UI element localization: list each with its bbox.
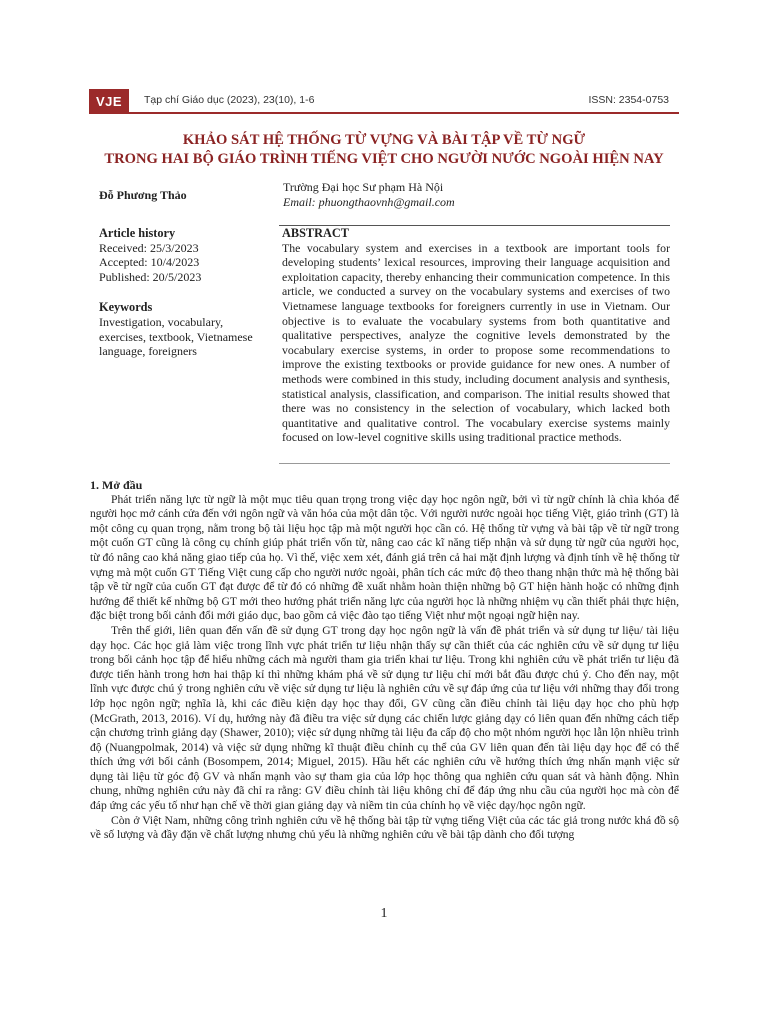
body-paragraph-1: Phát triển năng lực từ ngữ là một mục tiêu quan trọng trong việc dạy học ngôn ngữ, bởi vì từ ngữ chính là chìa khóa để người học mở cánh cửa đến với ngôn ngữ và văn hóa của một dân tộc. Với người nước ngoài học tiếng Việt, giáo trình (GT) là một công cụ quan trọng, nằm trong bộ tài liệu học tập mà một người học cần có. Hệ thống từ vựng và bài tập về từ ngữ trong một cuốn GT cũng là công cụ chính giúp phát triển vốn từ, nâng cao các kĩ năng tiếp nhận và sử dụng từ ngữ của người học, từ đó nâng cao khả năng giao tiếp của họ. Vì thế, việc xem xét, đánh giá trên cả hai mặt định lượng và định tính về hệ thống từ vựng mà một cuốn GT Tiếng Việt cung cấp cho người nước ngoài, phân tích các mức độ theo thang nhận thức mà hệ thống bài tập về từ ngữ của cuốn GT đạt được để từ đó có những đề xuất nhằm hoàn thiện những bộ GT hiện hành hoặc có những định hướng để thiết kế những bộ GT mới theo hướng phát triển năng lực của người học là những nhiệm vụ cần thiết phải thực hiện, đặc biệt trong bối cảnh đổi mới giáo dục, bao gồm cả việc đào tạo tiếng Việt như một ngoại ngữ hiện nay. (90, 492, 679, 623)
journal-logo: VJE (89, 89, 129, 113)
author-affiliation-block (283, 180, 455, 210)
section-heading: 1. Mở đầu (90, 478, 143, 492)
published-date: Published: 20/5/2023 (99, 269, 202, 284)
article-info-sidebar (99, 226, 269, 359)
body-paragraph-2: Trên thế giới, liên quan đến vấn đề sử dụng GT trong dạy học ngôn ngữ là vấn đề phát triển và sử dụng tư liệu/ tài liệu dạy học. Các học giả làm việc trong lĩnh vực phát triển tư liệu nhận thấy sự cần thiết của các nghiên cứu về sử dụng tư liệu trong bối cảnh học tập để hiểu những cách mà người tham gia triển khai tư liệu. Trong khi nghiên cứu về phát triển tư liệu đã được tiến hành trong hơn hai thập kỉ thì những khám phá về sử dụng tư liệu chỉ mới bắt đầu được chú ý. Cho đến nay, một lĩnh vực được chú ý trong nghiên cứu về việc sử dụng tư liệu là nghiên cứu về sự đáp ứng của tư liệu với những thay đổi trong lớp học ngôn ngữ; nghĩa là, khi các điều kiện dạy học thay đổi, GV cũng cần điều chỉnh tài liệu dạy học cho phù hợp (McGrath, 2013, 2016). Ví dụ, hướng này đã điều tra việc sử dụng các chiến lược giảng dạy có liên quan đến những cách tiếp cận chương trình giảng dạy (Shawer, 2010); việc sử dụng những tài liệu đa cấp độ cho một nhóm người học lẫn lộn nhiều trình độ (Nuangpolmak, 2014) và việc sử dụng những kĩ thuật điều chỉnh cụ thể của GV liên quan đến tài liệu dạy học để có thể thích ứng với bối cảnh (Bosompem, 2014; Miguel, 2015). Hầu hết các nghiên cứu về hướng thích ứng nhấn mạnh việc sử dụng tài liệu từ góc độ GV và nhấn mạnh vào sự tham gia của lớp học thông qua nghiên cứu quan sát và hành động. Nhìn chung, những nghiên cứu này đã chỉ ra rằng: GV điều chỉnh tài liệu không chỉ để đáp ứng nhu cầu của người học mà còn để đáp ứng các yếu tố như hạn chế về thời gian giảng dạy và niềm tin của chính họ về việc dạy/học ngôn ngữ. (90, 623, 679, 813)
title-line-2: TRONG HAI BỘ GIÁO TRÌNH TIẾNG VIỆT CHO NGƯỜI NƯỚC NGOÀI HIỆN NAY (104, 151, 664, 167)
history-heading: Article history (99, 226, 176, 240)
journal-issn: ISSN: 2354-0753 (588, 94, 669, 106)
journal-citation: Tạp chí Giáo dục (2023), 23(10), 1-6 (144, 94, 315, 106)
article-body (90, 478, 679, 843)
received-date: Received: 25/3/2023 (99, 240, 199, 255)
author-name: Đỗ Phương Thảo (99, 188, 187, 202)
keywords-heading: Keywords (99, 300, 153, 315)
title-line-1: KHẢO SÁT HỆ THỐNG TỪ VỰNG VÀ BÀI TẬP VỀ TỪ NGỮ (182, 132, 586, 148)
body-paragraph-3: Còn ở Việt Nam, những công trình nghiên cứu về hệ thống bài tập từ vựng tiếng Việt của các tác giả trong nước khá đồ sộ về số lượng và đầy đặn về chất lượng nhưng chủ yếu là những nghiên cứu về bài tập dành cho đối tượng (90, 813, 679, 842)
journal-header (89, 89, 679, 113)
abstract-bottom-rule (279, 463, 670, 464)
affiliation: Trường Đại học Sư phạm Hà Nội (283, 180, 444, 194)
accepted-date: Accepted: 10/4/2023 (99, 255, 200, 270)
article-title (60, 131, 708, 169)
abstract-block (282, 226, 670, 445)
abstract-text: The vocabulary system and exercises in a textbook are important tools for developing students’ lexical resources, improving their language acquisition and exploitation capacity, thereby enhancing their communication competence. In this article, we conducted a survey on the vocabulary systems and exercises of two Vietnamese language textbooks for foreigners currently in use in Vietnam. Our objective is to evaluate the vocabulary systems from both quantitative and qualitative perspectives, analyze the cognitive levels demonstrated by the vocabulary exercise systems, in order to propose some recommendations to improve the existing textbooks or provide guidance for new ones. A number of methods were combined in this study, including document analysis and synthesis, statistical analysis, classification, and comparison. The initial results showed that there was no consistency in the selection of vocabulary, which lacked both quantitative and qualitative control. The vocabulary exercise systems mainly focused on low-level cognitive skills using traditional practice methods. (282, 240, 670, 445)
author-email: Email: phuongthaovnh@gmail.com (283, 195, 455, 209)
header-divider (89, 112, 679, 114)
page-number: 1 (380, 906, 388, 921)
keywords-text: Investigation, vocabulary, exercises, textbook, Vietnamese language, foreigners (99, 314, 253, 359)
abstract-heading: ABSTRACT (282, 226, 349, 240)
